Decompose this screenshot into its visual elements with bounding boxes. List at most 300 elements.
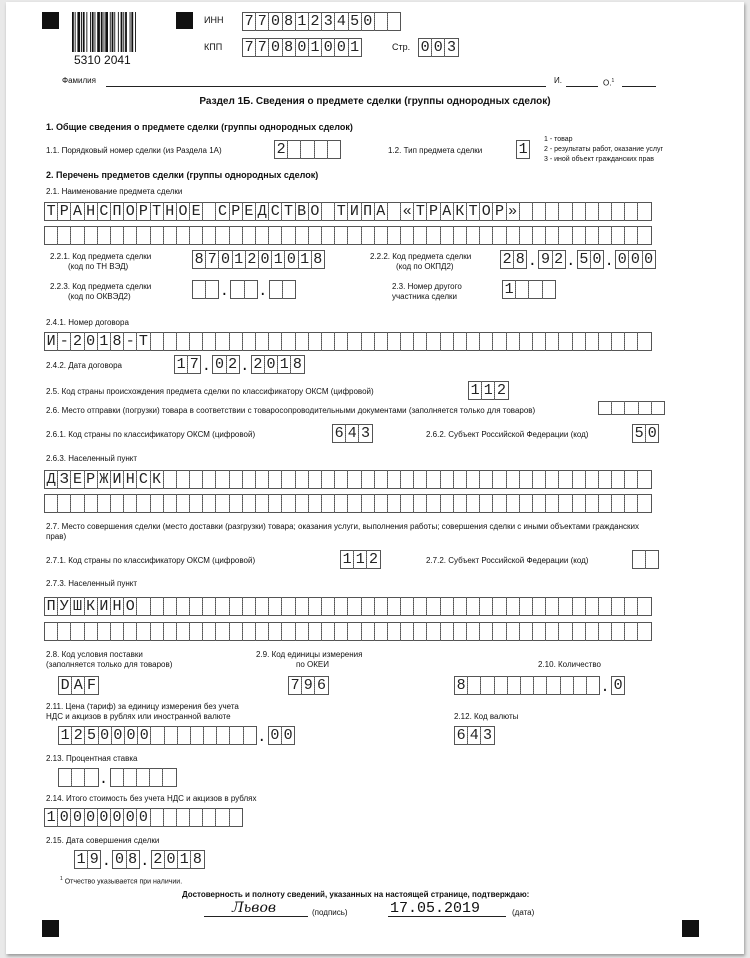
char-cell[interactable]: 5: [577, 250, 591, 269]
char-cell[interactable]: [281, 494, 295, 513]
f2-6-2-field[interactable]: [632, 424, 658, 443]
char-cell[interactable]: [57, 494, 71, 513]
char-cell[interactable]: 9: [87, 850, 101, 869]
f2-13-field[interactable]: [58, 768, 176, 787]
char-cell[interactable]: 0: [268, 38, 282, 57]
char-cell[interactable]: [387, 622, 401, 641]
char-cell[interactable]: Е: [242, 202, 256, 221]
char-cell[interactable]: [176, 808, 190, 827]
char-cell[interactable]: [440, 332, 454, 351]
char-cell[interactable]: [84, 622, 98, 641]
char-cell[interactable]: 8: [454, 676, 468, 695]
f2-7-1-field[interactable]: [340, 550, 380, 569]
char-cell[interactable]: 0: [611, 676, 625, 695]
char-cell[interactable]: 1: [481, 381, 495, 400]
char-cell[interactable]: »: [506, 202, 520, 221]
char-cell[interactable]: [545, 622, 559, 641]
char-cell[interactable]: [585, 494, 599, 513]
char-cell[interactable]: О: [479, 202, 493, 221]
char-cell[interactable]: 0: [164, 850, 178, 869]
char-cell[interactable]: [426, 226, 440, 245]
char-cell[interactable]: Р: [426, 202, 440, 221]
char-cell[interactable]: [176, 597, 190, 616]
f1-2-field[interactable]: [516, 140, 529, 159]
char-cell[interactable]: [572, 470, 586, 489]
char-cell[interactable]: [374, 332, 388, 351]
char-cell[interactable]: С: [268, 202, 282, 221]
char-cell[interactable]: [453, 494, 467, 513]
char-cell[interactable]: [400, 332, 414, 351]
char-cell[interactable]: 0: [334, 38, 348, 57]
char-cell[interactable]: [479, 597, 493, 616]
char-cell[interactable]: [308, 494, 322, 513]
char-cell[interactable]: [506, 332, 520, 351]
char-cell[interactable]: [598, 202, 612, 221]
char-cell[interactable]: П: [361, 202, 375, 221]
char-cell[interactable]: [572, 332, 586, 351]
char-cell[interactable]: 7: [288, 676, 302, 695]
char-cell[interactable]: [321, 494, 335, 513]
char-cell[interactable]: [532, 494, 546, 513]
char-cell[interactable]: К: [453, 202, 467, 221]
char-cell[interactable]: [532, 622, 546, 641]
char-cell[interactable]: [202, 470, 216, 489]
char-cell[interactable]: 1: [277, 355, 291, 374]
f1-1-field[interactable]: [274, 140, 340, 159]
char-cell[interactable]: [268, 332, 282, 351]
char-cell[interactable]: [150, 808, 164, 827]
char-cell[interactable]: [637, 470, 651, 489]
char-cell[interactable]: [361, 226, 375, 245]
char-cell[interactable]: [361, 597, 375, 616]
char-cell[interactable]: Т: [466, 202, 480, 221]
char-cell[interactable]: [387, 12, 401, 31]
initial-i-line[interactable]: [566, 86, 598, 87]
char-cell[interactable]: [150, 622, 164, 641]
char-cell[interactable]: [327, 140, 341, 159]
kpp-field[interactable]: [242, 38, 361, 57]
char-cell[interactable]: 8: [190, 850, 204, 869]
char-cell[interactable]: [229, 726, 243, 745]
char-cell[interactable]: 0: [361, 12, 375, 31]
char-cell[interactable]: [334, 470, 348, 489]
char-cell[interactable]: [440, 470, 454, 489]
char-cell[interactable]: [136, 226, 150, 245]
char-cell[interactable]: О: [176, 202, 190, 221]
char-cell[interactable]: [453, 597, 467, 616]
char-cell[interactable]: [532, 597, 546, 616]
char-cell[interactable]: [492, 597, 506, 616]
f2-1-field-row1[interactable]: [44, 202, 651, 221]
char-cell[interactable]: Р: [136, 202, 150, 221]
char-cell[interactable]: [242, 494, 256, 513]
char-cell[interactable]: [440, 597, 454, 616]
char-cell[interactable]: [347, 622, 361, 641]
char-cell[interactable]: 0: [218, 250, 232, 269]
char-cell[interactable]: «: [400, 202, 414, 221]
char-cell[interactable]: [308, 226, 322, 245]
char-cell[interactable]: [545, 202, 559, 221]
char-cell[interactable]: [466, 494, 480, 513]
char-cell[interactable]: [519, 597, 533, 616]
char-cell[interactable]: -: [123, 332, 137, 351]
char-cell[interactable]: [387, 332, 401, 351]
char-cell[interactable]: [515, 280, 529, 299]
page-number-field[interactable]: [418, 38, 458, 57]
char-cell[interactable]: 0: [98, 726, 112, 745]
char-cell[interactable]: 2: [494, 381, 508, 400]
char-cell[interactable]: [453, 622, 467, 641]
char-cell[interactable]: И: [347, 202, 361, 221]
char-cell[interactable]: 0: [321, 38, 335, 57]
char-cell[interactable]: [202, 808, 216, 827]
char-cell[interactable]: [637, 226, 651, 245]
char-cell[interactable]: [598, 622, 612, 641]
char-cell[interactable]: [624, 470, 638, 489]
char-cell[interactable]: [268, 226, 282, 245]
char-cell[interactable]: 1: [340, 550, 354, 569]
char-cell[interactable]: 9: [538, 250, 552, 269]
char-cell[interactable]: 0: [284, 250, 298, 269]
char-cell[interactable]: [519, 226, 533, 245]
char-cell[interactable]: -: [57, 332, 71, 351]
char-cell[interactable]: [466, 597, 480, 616]
char-cell[interactable]: 7: [205, 250, 219, 269]
char-cell[interactable]: [308, 597, 322, 616]
char-cell[interactable]: [585, 622, 599, 641]
char-cell[interactable]: [585, 332, 599, 351]
char-cell[interactable]: [110, 226, 124, 245]
char-cell[interactable]: [229, 622, 243, 641]
char-cell[interactable]: 7: [242, 38, 256, 57]
char-cell[interactable]: [532, 332, 546, 351]
char-cell[interactable]: [110, 768, 124, 787]
char-cell[interactable]: [321, 332, 335, 351]
char-cell[interactable]: [255, 622, 269, 641]
char-cell[interactable]: 2: [71, 726, 85, 745]
char-cell[interactable]: A: [71, 676, 85, 695]
char-cell[interactable]: [374, 597, 388, 616]
char-cell[interactable]: [560, 676, 574, 695]
char-cell[interactable]: 2: [308, 12, 322, 31]
char-cell[interactable]: [400, 622, 414, 641]
char-cell[interactable]: [453, 470, 467, 489]
char-cell[interactable]: [492, 332, 506, 351]
char-cell[interactable]: [440, 226, 454, 245]
char-cell[interactable]: [215, 470, 229, 489]
char-cell[interactable]: [347, 226, 361, 245]
char-cell[interactable]: [585, 597, 599, 616]
f2-7-3-field-row2[interactable]: [44, 622, 651, 641]
char-cell[interactable]: [533, 676, 547, 695]
char-cell[interactable]: 8: [311, 250, 325, 269]
char-cell[interactable]: 4: [345, 424, 359, 443]
char-cell[interactable]: 1: [97, 332, 111, 351]
char-cell[interactable]: 1: [295, 12, 309, 31]
char-cell[interactable]: 8: [110, 332, 124, 351]
char-cell[interactable]: [528, 280, 542, 299]
char-cell[interactable]: [632, 550, 646, 569]
char-cell[interactable]: [287, 140, 301, 159]
char-cell[interactable]: [229, 470, 243, 489]
char-cell[interactable]: Н: [110, 597, 124, 616]
char-cell[interactable]: [44, 622, 58, 641]
char-cell[interactable]: [176, 494, 190, 513]
char-cell[interactable]: С: [215, 202, 229, 221]
char-cell[interactable]: [558, 202, 572, 221]
char-cell[interactable]: [334, 226, 348, 245]
char-cell[interactable]: [334, 332, 348, 351]
f2-2-2-field[interactable]: [500, 250, 655, 269]
char-cell[interactable]: [205, 280, 219, 299]
char-cell[interactable]: [58, 768, 72, 787]
signature-line[interactable]: [204, 916, 308, 917]
char-cell[interactable]: 8: [513, 250, 527, 269]
char-cell[interactable]: [374, 622, 388, 641]
char-cell[interactable]: [255, 470, 269, 489]
char-cell[interactable]: [149, 768, 163, 787]
char-cell[interactable]: [572, 494, 586, 513]
char-cell[interactable]: [242, 332, 256, 351]
char-cell[interactable]: [242, 470, 256, 489]
char-cell[interactable]: [361, 470, 375, 489]
char-cell[interactable]: [123, 622, 137, 641]
char-cell[interactable]: П: [110, 202, 124, 221]
f2-5-field[interactable]: [468, 381, 508, 400]
char-cell[interactable]: [229, 332, 243, 351]
char-cell[interactable]: [268, 470, 282, 489]
char-cell[interactable]: [215, 597, 229, 616]
char-cell[interactable]: [611, 470, 625, 489]
char-cell[interactable]: [163, 494, 177, 513]
char-cell[interactable]: [467, 676, 481, 695]
f2-8-field[interactable]: [58, 676, 98, 695]
char-cell[interactable]: [202, 622, 216, 641]
char-cell[interactable]: 1: [232, 250, 246, 269]
char-cell[interactable]: [361, 332, 375, 351]
char-cell[interactable]: [215, 622, 229, 641]
char-cell[interactable]: 1: [502, 280, 516, 299]
char-cell[interactable]: [611, 622, 625, 641]
char-cell[interactable]: [413, 226, 427, 245]
char-cell[interactable]: Н: [84, 202, 98, 221]
char-cell[interactable]: 2: [151, 850, 165, 869]
char-cell[interactable]: [321, 597, 335, 616]
char-cell[interactable]: 7: [255, 38, 269, 57]
char-cell[interactable]: 4: [334, 12, 348, 31]
char-cell[interactable]: [136, 622, 150, 641]
char-cell[interactable]: [164, 726, 178, 745]
char-cell[interactable]: [189, 332, 203, 351]
char-cell[interactable]: [308, 622, 322, 641]
char-cell[interactable]: 0: [84, 332, 98, 351]
char-cell[interactable]: 8: [126, 850, 140, 869]
char-cell[interactable]: [321, 622, 335, 641]
char-cell[interactable]: [598, 494, 612, 513]
f2-12-field[interactable]: [454, 726, 494, 745]
char-cell[interactable]: [176, 622, 190, 641]
char-cell[interactable]: 8: [282, 38, 296, 57]
inn-field[interactable]: [242, 12, 400, 31]
char-cell[interactable]: [202, 332, 216, 351]
char-cell[interactable]: [110, 622, 124, 641]
char-cell[interactable]: [506, 597, 520, 616]
char-cell[interactable]: [545, 597, 559, 616]
f2-2-3-field[interactable]: [192, 280, 295, 299]
char-cell[interactable]: О: [123, 202, 137, 221]
char-cell[interactable]: [189, 808, 203, 827]
char-cell[interactable]: [453, 332, 467, 351]
char-cell[interactable]: [387, 597, 401, 616]
char-cell[interactable]: [374, 470, 388, 489]
char-cell[interactable]: [374, 12, 388, 31]
char-cell[interactable]: [177, 726, 191, 745]
char-cell[interactable]: [321, 226, 335, 245]
f2-3-field[interactable]: [502, 280, 555, 299]
char-cell[interactable]: [255, 332, 269, 351]
char-cell[interactable]: [321, 202, 335, 221]
char-cell[interactable]: [57, 622, 71, 641]
char-cell[interactable]: [651, 401, 665, 415]
f2-6-field[interactable]: [598, 401, 664, 415]
char-cell[interactable]: Т: [281, 202, 295, 221]
char-cell[interactable]: [71, 768, 85, 787]
char-cell[interactable]: [545, 470, 559, 489]
char-cell[interactable]: [506, 226, 520, 245]
char-cell[interactable]: [492, 494, 506, 513]
char-cell[interactable]: [413, 332, 427, 351]
f2-4-2-field[interactable]: [174, 355, 304, 374]
char-cell[interactable]: [57, 226, 71, 245]
f2-11-field[interactable]: [58, 726, 294, 745]
char-cell[interactable]: 0: [431, 38, 445, 57]
char-cell[interactable]: И: [110, 470, 124, 489]
char-cell[interactable]: И: [44, 332, 58, 351]
char-cell[interactable]: Р: [84, 470, 98, 489]
char-cell[interactable]: [202, 597, 216, 616]
char-cell[interactable]: [507, 676, 521, 695]
char-cell[interactable]: [545, 226, 559, 245]
char-cell[interactable]: Т: [44, 202, 58, 221]
char-cell[interactable]: [268, 597, 282, 616]
char-cell[interactable]: [300, 140, 314, 159]
char-cell[interactable]: 5: [632, 424, 646, 443]
char-cell[interactable]: [637, 622, 651, 641]
char-cell[interactable]: [190, 726, 204, 745]
char-cell[interactable]: [598, 401, 612, 415]
char-cell[interactable]: [637, 332, 651, 351]
char-cell[interactable]: 1: [348, 38, 362, 57]
char-cell[interactable]: [163, 808, 177, 827]
char-cell[interactable]: 0: [642, 250, 656, 269]
char-cell[interactable]: [314, 140, 328, 159]
char-cell[interactable]: 2: [245, 250, 259, 269]
sign-date-line[interactable]: [388, 916, 506, 917]
char-cell[interactable]: 2: [274, 140, 288, 159]
char-cell[interactable]: [624, 597, 638, 616]
char-cell[interactable]: [334, 494, 348, 513]
char-cell[interactable]: [545, 332, 559, 351]
char-cell[interactable]: [585, 226, 599, 245]
char-cell[interactable]: [84, 494, 98, 513]
char-cell[interactable]: [387, 226, 401, 245]
char-cell[interactable]: [347, 494, 361, 513]
char-cell[interactable]: [440, 494, 454, 513]
char-cell[interactable]: [426, 494, 440, 513]
char-cell[interactable]: [176, 470, 190, 489]
char-cell[interactable]: 1: [468, 381, 482, 400]
char-cell[interactable]: [361, 494, 375, 513]
char-cell[interactable]: [426, 622, 440, 641]
char-cell[interactable]: 7: [187, 355, 201, 374]
char-cell[interactable]: [97, 622, 111, 641]
char-cell[interactable]: F: [84, 676, 98, 695]
char-cell[interactable]: 2: [500, 250, 514, 269]
char-cell[interactable]: 0: [268, 12, 282, 31]
char-cell[interactable]: Т: [413, 202, 427, 221]
char-cell[interactable]: [637, 494, 651, 513]
char-cell[interactable]: [150, 226, 164, 245]
char-cell[interactable]: [334, 622, 348, 641]
char-cell[interactable]: 0: [590, 250, 604, 269]
char-cell[interactable]: [255, 494, 269, 513]
char-cell[interactable]: [479, 226, 493, 245]
char-cell[interactable]: [189, 597, 203, 616]
char-cell[interactable]: 0: [212, 355, 226, 374]
char-cell[interactable]: [585, 202, 599, 221]
char-cell[interactable]: 8: [192, 250, 206, 269]
char-cell[interactable]: [361, 622, 375, 641]
char-cell[interactable]: 0: [124, 726, 138, 745]
char-cell[interactable]: [295, 494, 309, 513]
char-cell[interactable]: 7: [255, 12, 269, 31]
char-cell[interactable]: [163, 622, 177, 641]
char-cell[interactable]: [506, 622, 520, 641]
char-cell[interactable]: [598, 597, 612, 616]
f2-14-field[interactable]: [44, 808, 242, 827]
char-cell[interactable]: 1: [44, 808, 58, 827]
char-cell[interactable]: [70, 494, 84, 513]
char-cell[interactable]: И: [97, 597, 111, 616]
char-cell[interactable]: 0: [111, 726, 125, 745]
char-cell[interactable]: [413, 622, 427, 641]
char-cell[interactable]: [426, 332, 440, 351]
char-cell[interactable]: 6: [314, 676, 328, 695]
char-cell[interactable]: [162, 768, 176, 787]
char-cell[interactable]: [624, 494, 638, 513]
char-cell[interactable]: [44, 226, 58, 245]
char-cell[interactable]: [506, 494, 520, 513]
char-cell[interactable]: [558, 470, 572, 489]
char-cell[interactable]: [572, 202, 586, 221]
char-cell[interactable]: 0: [615, 250, 629, 269]
char-cell[interactable]: [492, 226, 506, 245]
char-cell[interactable]: 8: [290, 355, 304, 374]
char-cell[interactable]: О: [123, 597, 137, 616]
char-cell[interactable]: Р: [492, 202, 506, 221]
char-cell[interactable]: [519, 494, 533, 513]
surname-line[interactable]: [106, 86, 546, 87]
char-cell[interactable]: [84, 226, 98, 245]
char-cell[interactable]: [387, 494, 401, 513]
char-cell[interactable]: Ш: [70, 597, 84, 616]
f2-1-field-row2[interactable]: [44, 226, 651, 245]
char-cell[interactable]: [281, 470, 295, 489]
char-cell[interactable]: 3: [321, 12, 335, 31]
char-cell[interactable]: [400, 494, 414, 513]
f2-6-1-field[interactable]: [332, 424, 372, 443]
char-cell[interactable]: 1: [177, 850, 191, 869]
